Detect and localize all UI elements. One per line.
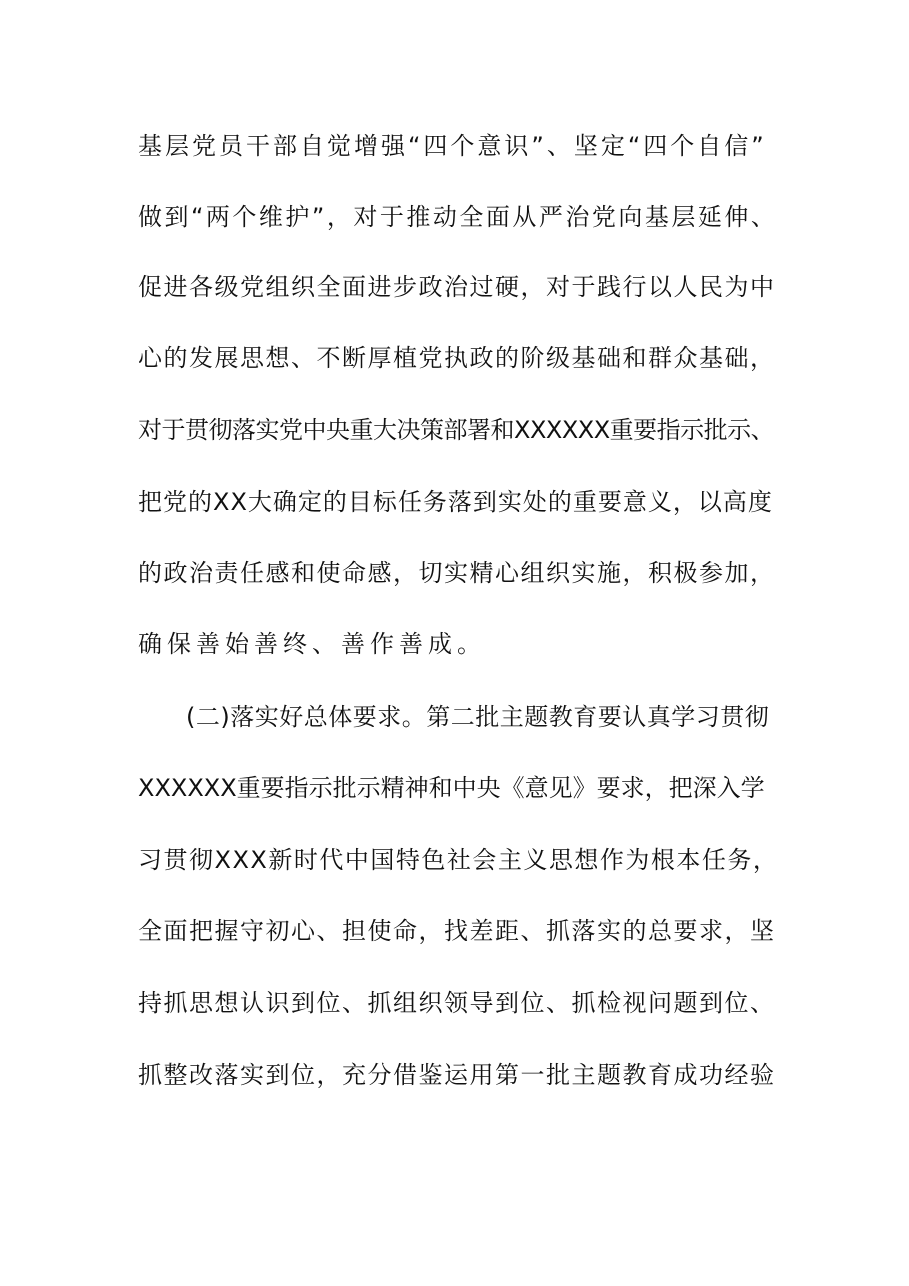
text-line-12: 全面把握守初心、担使命，找差距、抓落实的总要求，坚	[138, 917, 776, 945]
text-line-4: 心的发展思想、不断厚植党执政的阶级基础和群众基础，	[138, 344, 776, 372]
paragraph-heading-line: (二)落实好总体要求。第二批主题教育要认真学习贯彻	[186, 703, 770, 731]
text-line-10: XXXXXX重要指示批示精神和中央《意见》要求，把深入学	[138, 774, 765, 802]
text-line-8: 确保善始善终、善作善成。	[138, 630, 486, 658]
text-line-5: 对于贯彻落实党中央重大决策部署和XXXXXX重要指示批示、	[138, 416, 775, 444]
text-line-6: 把党的XX大确定的目标任务落到实处的重要意义，以高度	[138, 488, 773, 516]
text-line-3: 促进各级党组织全面进步政治过硬，对于践行以人民为中	[138, 273, 776, 301]
text-line-11: 习贯彻XXX新时代中国特色社会主义思想作为根本任务，	[138, 846, 779, 874]
text-line-14: 抓整改落实到位，充分借鉴运用第一批主题教育成功经验	[138, 1061, 776, 1089]
text-line-1: 基层党员干部自觉增强“四个意识”、坚定“四个自信”	[138, 132, 767, 160]
text-line-2: 做到“两个维护”，对于推动全面从严治党向基层延伸、	[138, 203, 778, 231]
text-line-7: 的政治责任感和使命感，切实精心组织实施，积极参加，	[138, 559, 776, 587]
text-line-13: 持抓思想认识到位、抓组织领导到位、抓检视问题到位、	[138, 989, 776, 1017]
